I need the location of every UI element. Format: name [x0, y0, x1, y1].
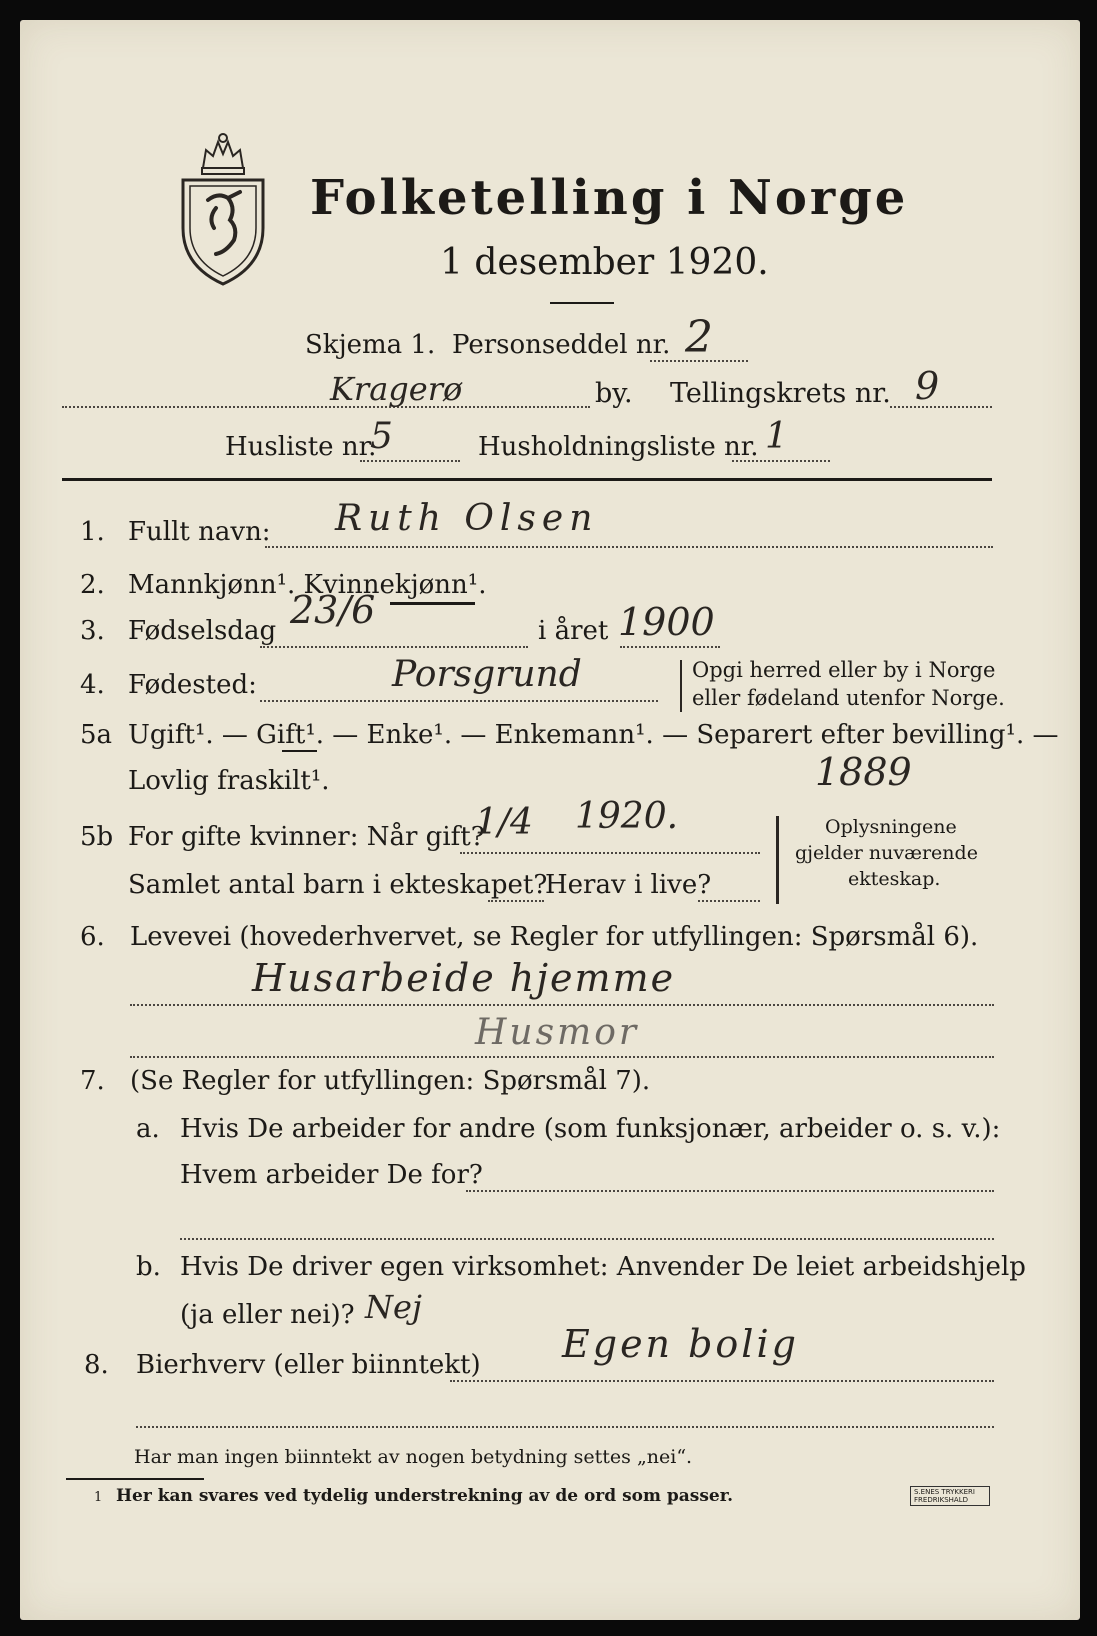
q5b-barn-line [488, 900, 544, 902]
q4-number: 4. [80, 670, 105, 700]
q4-note-2: eller fødeland utenfor Norge. [692, 686, 1005, 710]
q2-label: Mannkjønn¹. Kvinnekjønn¹. [128, 570, 487, 600]
form-title: Folketelling i Norge [310, 170, 909, 226]
q6-value: Husarbeide hjemme [252, 956, 676, 1000]
q1-label: Fullt navn: [128, 517, 271, 547]
q5b-note-3: ekteskap. [848, 868, 941, 890]
q5a-annotation: 1889 [815, 750, 912, 794]
q3-number: 3. [80, 616, 105, 646]
q7-number: 7. [80, 1066, 105, 1096]
q3-line [260, 646, 528, 648]
q5b-line-2b: Herav i live? [545, 870, 712, 900]
q7b-number: b. [136, 1252, 161, 1282]
form-date: 1 desember 1920. [440, 242, 769, 283]
q5b-brace [776, 816, 779, 904]
q7a-line-1: Hvis De arbeider for andre (som funksjonær, arbeider o. s. v.): [180, 1114, 1001, 1144]
q2-underline [390, 602, 475, 605]
q8-label: Bierhverv (eller biinntekt) [136, 1350, 481, 1380]
q7a-line-2: Hvem arbeider De for? [180, 1160, 483, 1190]
q7a-number: a. [136, 1114, 160, 1144]
census-form [20, 20, 1080, 1620]
q5b-live-line [698, 900, 760, 902]
q5b-note-2: gjelder nuværende [795, 842, 978, 864]
personseddel-value: 2 [685, 312, 713, 363]
printer-stamp: S.ENES TRYKKERI FREDRIKSHALD [910, 1486, 990, 1506]
by-label: by. [595, 378, 633, 409]
q4-note-1: Opgi herred eller by i Norge [692, 658, 996, 682]
husliste-label: Husliste nr. [225, 432, 377, 462]
coat-of-arms-icon [178, 128, 268, 288]
city-line [62, 406, 590, 408]
title-rule [550, 302, 614, 304]
footnote-rule [66, 1478, 204, 1480]
q4-value: Porsgrund [392, 654, 582, 695]
husliste-line [360, 460, 460, 462]
q4-line [260, 700, 658, 702]
tellingskrets-value: 9 [915, 364, 940, 408]
husholdning-line [732, 460, 830, 462]
personseddel-label: Personseddel nr. [452, 330, 671, 360]
q5a-line-1: Ugift¹. — Gift¹. — Enke¹. — Enkemann¹. — Separert efter bevilling¹. — [128, 720, 1059, 750]
husliste-value: 5 [370, 416, 393, 457]
q7b-line-1: Hvis De driver egen virksomhet: Anvender De leiet arbeidshjelp [180, 1252, 1026, 1282]
q5b-date-line [460, 852, 760, 854]
city-value: Kragerø [330, 370, 463, 408]
q6-line-2 [130, 1056, 994, 1058]
q7b-line-2: (ja eller nei)? [180, 1300, 355, 1330]
q4-brace [680, 660, 682, 712]
q5b-line-2a: Samlet antal barn i ekteskapet? [128, 870, 548, 900]
tellingskrets-label: Tellingskrets nr. [670, 378, 891, 409]
q3-label: Fødselsdag [128, 616, 277, 646]
q7a-line [466, 1190, 994, 1192]
q5b-date-value: 1/4 [475, 802, 533, 843]
q3-value: 23/6 [290, 588, 376, 632]
q6-label: Levevei (hovederhvervet, se Regler for utfyllingen: Spørsmål 6). [130, 922, 979, 952]
q4-label: Fødested: [128, 670, 257, 700]
husholdning-label: Husholdningsliste nr. [478, 432, 759, 462]
q5b-note-1: Oplysningene [825, 816, 957, 838]
q6-value-2: Husmor [475, 1012, 640, 1053]
q3-year-line [620, 646, 720, 648]
q1-value: Ruth Olsen [335, 498, 599, 539]
q3-year-label: i året [538, 616, 609, 646]
q8-line [450, 1380, 994, 1382]
q5a-number: 5a [80, 720, 113, 750]
q8-value: Egen bolig [562, 1322, 799, 1366]
q1-line [265, 546, 993, 548]
footnote-mark: 1 [94, 1490, 103, 1505]
q7b-value: Nej [365, 1288, 422, 1326]
q3-year-value: 1900 [618, 600, 715, 644]
biinntekt-note: Har man ingen biinntekt av nogen betydning settes „nei“. [134, 1446, 693, 1468]
q7-label: (Se Regler for utfyllingen: Spørsmål 7). [130, 1066, 651, 1096]
q5b-year-value: 1920. [575, 796, 679, 837]
q6-number: 6. [80, 922, 105, 952]
footnote-text: Her kan svares ved tydelig understrekning av de ord som passer. [116, 1486, 734, 1506]
husholdning-value: 1 [765, 416, 788, 457]
header-rule [62, 478, 992, 481]
q7a-line-extra [180, 1238, 994, 1240]
q8-line-extra [136, 1426, 994, 1428]
q5a-line-2: Lovlig fraskilt¹. [128, 766, 330, 796]
tellingskrets-line [890, 406, 992, 408]
q2-number: 2. [80, 570, 105, 600]
skjema-label: Skjema 1. [305, 330, 436, 360]
q6-line-1 [130, 1004, 994, 1006]
q1-number: 1. [80, 517, 105, 547]
q5a-gift-underline [282, 750, 317, 752]
q5b-line-1: For gifte kvinner: Når gift? [128, 822, 485, 852]
q5b-number: 5b [80, 822, 114, 852]
q8-number: 8. [84, 1350, 109, 1380]
